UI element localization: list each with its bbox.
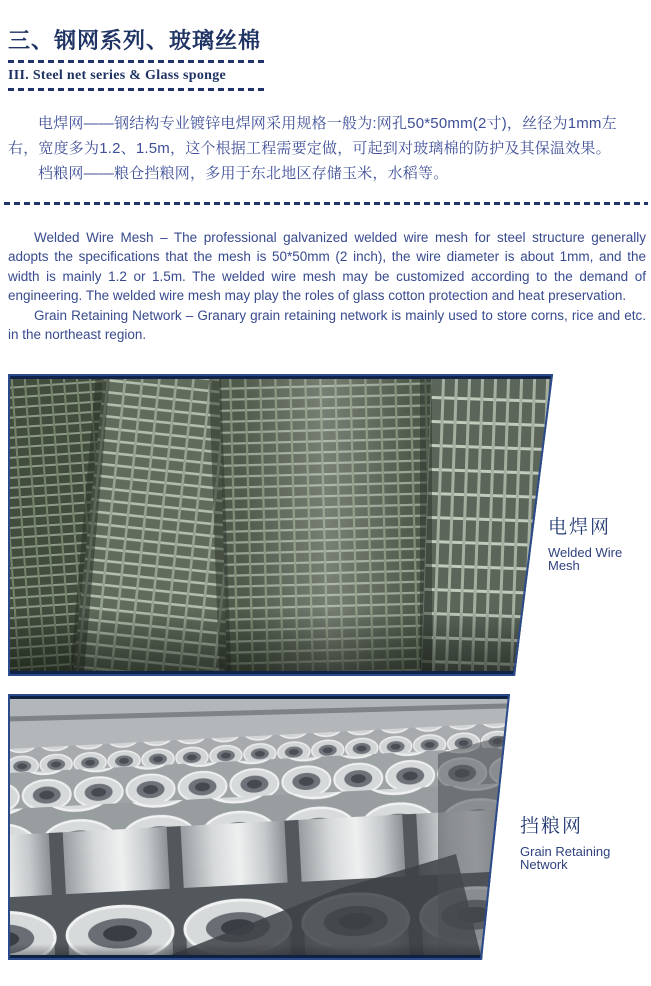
intro-chinese (8, 111, 645, 186)
dashed-rule (8, 60, 264, 63)
caption-en: Welded Wire Mesh (548, 545, 623, 573)
grain-retaining-network-photo (8, 694, 510, 960)
caption-en: Grain Retaining Network (520, 844, 611, 872)
welded-wire-mesh-photo (8, 374, 553, 676)
intro-en-paragraph-welded-mesh: Welded Wire Mesh – The professional galvanized welded wire mesh for steel structure generally adopts the specifications that the mesh is 50*50mm (2 inch), the wire diameter is about 1mm, and the width is mainly 1.2 or 1.5m. The welded wire mesh may be customized according to the demand of engineering. The welded wire mesh may play the roles of glass cotton protection and heat preservation. (8, 230, 646, 304)
caption-zh: 挡粮网 (520, 816, 584, 837)
page-title: 三、钢网系列、玻璃丝棉 (8, 28, 262, 53)
intro-zh-paragraph-welded-mesh: 电焊网——钢结构专业镀锌电焊网采用规格一般为:网孔50*50mm(2寸)，丝径为1mm左右，宽度多为1.2、1.5m，这个根据工程需要定做，可起到对玻璃棉的防护及其保温效果。 (8, 115, 617, 157)
intro-zh-paragraph-grain-net: 档粮网——粮仓挡粮网，多用于东北地区存储玉米，水稻等。 (38, 165, 449, 182)
page-subtitle: III. Steel net series & Glass sponge (8, 68, 227, 83)
figure-caption-grain-retaining-network (520, 817, 651, 871)
figure-caption-welded-wire-mesh (548, 518, 651, 572)
intro-english (8, 228, 646, 344)
dashed-rule (8, 88, 264, 91)
caption-zh: 电焊网 (548, 517, 612, 538)
intro-en-paragraph-grain-net: Grain Retaining Network – Granary grain retaining network is mainly used to store corns, rice and etc. in the northeast region. (8, 307, 646, 343)
section-divider-rule (4, 202, 648, 205)
